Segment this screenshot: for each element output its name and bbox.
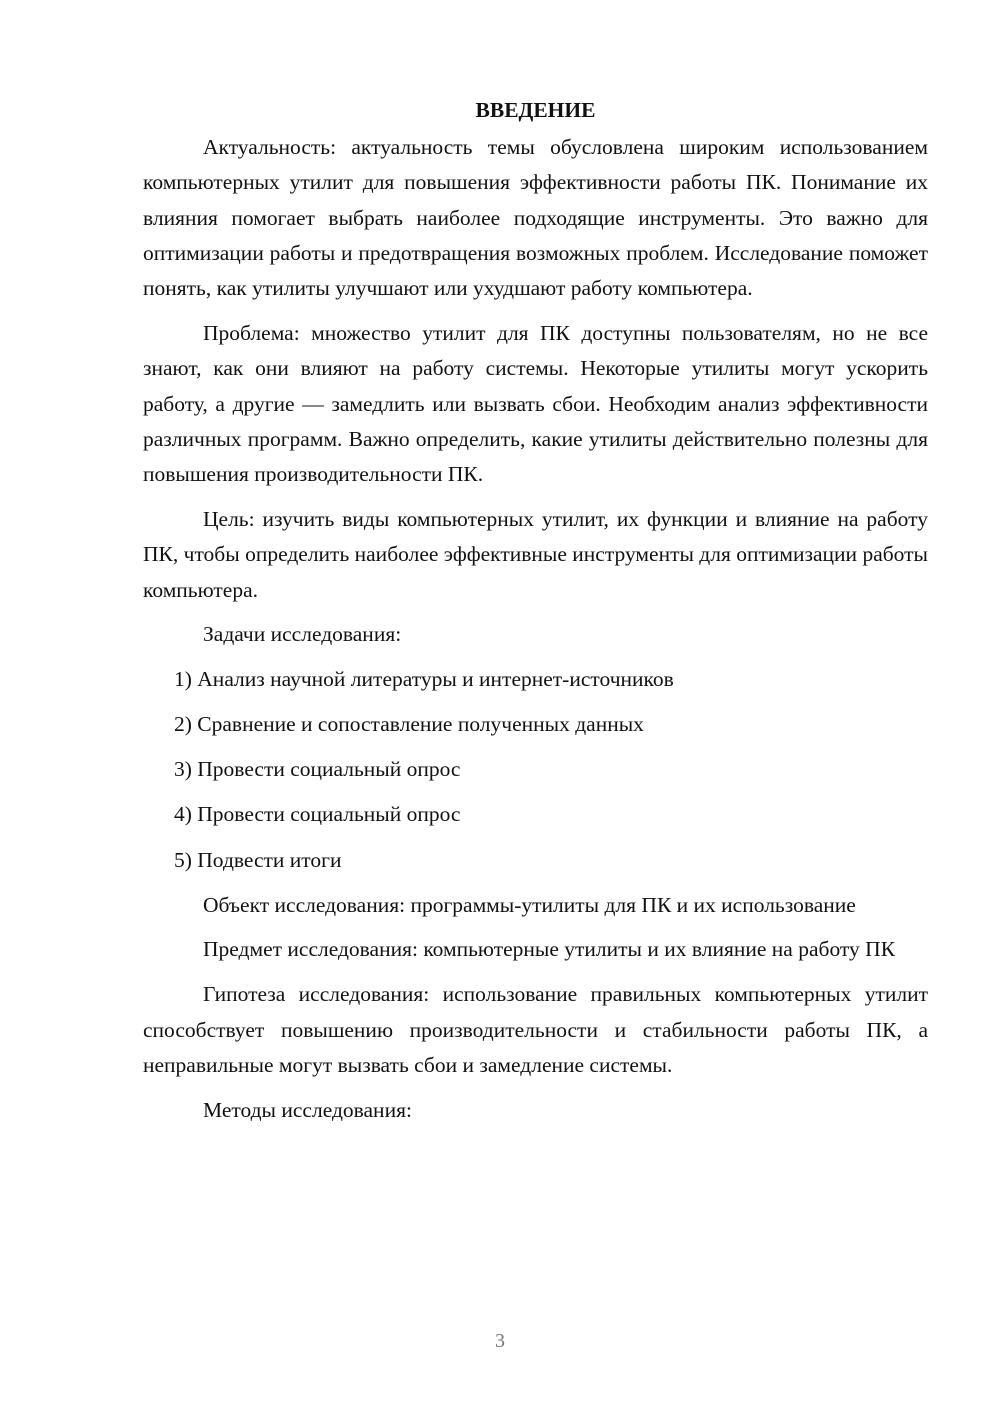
relevance-paragraph: Актуальность: актуальность темы обусловлена широким использованием компьютерных утилит для повышения эффективности работы ПК. Понимание их влияния помогает выбрать наиболее подходящие инструменты. Это важно для оптимизации работы и предотвращения возможных проблем. Исследование поможет понять, как утилиты улучшают или ухудшают работу компьютера. [143, 135, 928, 301]
list-item: 2) Сравнение и сопоставление полученных данных [174, 712, 644, 737]
section-title: ВВЕДЕНИЕ [475, 98, 596, 122]
list-item: 5) Подвести итоги [174, 847, 342, 872]
hypothesis-paragraph: Гипотеза исследования: использование правильных компьютерных утилит способствует повышению производительности и стабильности работы ПК, а неправильные могут вызвать сбои и замедление системы. [143, 982, 928, 1077]
goal-paragraph: Цель: изучить виды компьютерных утилит, их функции и влияние на работу ПК, чтобы определить наиболее эффективные инструменты для оптимизации работы компьютера. [143, 506, 928, 602]
subject-paragraph: Предмет исследования: компьютерные утилиты и их влияние на работу ПК [203, 937, 896, 962]
list-item: 4) Провести социальный опрос [174, 802, 461, 827]
tasks-list [143, 662, 928, 878]
tasks-heading: Задачи исследования: [203, 622, 402, 647]
problem-paragraph: Проблема: множество утилит для ПК доступны пользователям, но не все знают, как они влияют на работу системы. Некоторые утилиты могут ускорить работу, а другие — замедлить или вызвать сбои. Необходим анализ эффективности различных программ. Важно определить, какие утилиты действительно полезны для повышения производительности ПК. [143, 320, 928, 487]
list-item: 3) Провести социальный опрос [174, 757, 461, 782]
document-page [143, 92, 928, 1137]
methods-heading: Методы исследования: [203, 1097, 412, 1122]
object-paragraph: Объект исследования: программы-утилиты для ПК и их использование [203, 892, 856, 917]
list-item: 1) Анализ научной литературы и интернет-источников [174, 667, 674, 692]
page-number: 3 [495, 1330, 505, 1352]
